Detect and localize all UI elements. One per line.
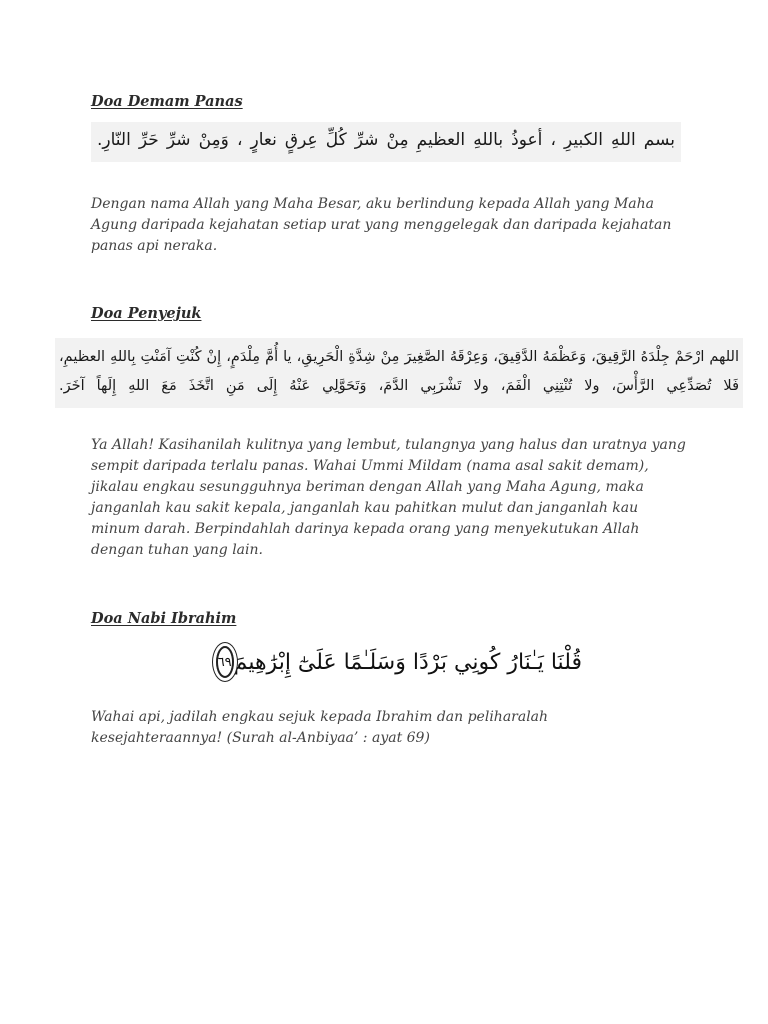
arabic-line: اللهم ارْحَمْ جِلْدَهُ الرَّقِيقَ، وَعَظْمَهُ الدَّقِيقَ، وَعِرْقَهُ الصَّغِيرَ مِنْ شِدَّةِ الْحَرِيقِ، يا أُمَّ مِلْدَمٍ، إِنْ كُنْتِ آمَنْتِ بِاللهِ العظيمِ، — [59, 349, 739, 365]
arabic-line: فَلا تُصَدِّعِي الرَّأْسَ، ولا تُنْتِنِي الْفَمَ، ولا تَشْرَبِي الدَّمَ، وَتَحَوَّلِي عَنْهُ إِلَى مَنِ اتَّخَذَ مَعَ اللهِ إِلَهاً آخَرَ. — [59, 378, 739, 394]
section-title-doa-penyejuk: Doa Penyejuk — [91, 305, 202, 322]
section-title-doa-demam-panas: Doa Demam Panas — [91, 93, 243, 110]
translation-doa-nabi-ibrahim: Wahai api, jadilah engkau sejuk kepada Ibrahim dan peliharalah kesejahteraannya! (Surah al-Anbiyaa’ : ayat 69) — [91, 709, 549, 746]
arabic-verse-text: قُلْنَا يَـٰنَارُ كُونِي بَرْدًا وَسَلَـٰمًا عَلَىٰٓ إِبْرَٰهِيمَ — [233, 649, 582, 675]
translation-doa-penyejuk: Ya Allah! Kasihanilah kulitnya yang lembut, tulangnya yang halus dan uratnya yang sempit daripada terlalu panas. Wahai Ummi Mildam (nama asal sakit demam), jikalau engkau sesungguhnya beriman dengan Allah yang Maha Agung, maka janganlah kau sakit kepala, janganlah kau pahitkan mulut dan janganlah kau minum darah. Berpindahlah darinya kepada orang yang menyekutukan Allah dengan tuhan yang lain. — [91, 437, 686, 558]
arabic-verse-surah-al-anbiyaa-69 — [212, 638, 582, 686]
arabic-text-doa-penyejuk — [55, 338, 743, 408]
arabic-text-doa-demam-panas — [91, 122, 681, 162]
translation-doa-demam-panas: Dengan nama Allah yang Maha Besar, aku berlindung kepada Allah yang Maha Agung daripada kejahatan setiap urat yang menggelegak dan daripada kejahatan panas api neraka. — [91, 196, 672, 254]
section-title-doa-nabi-ibrahim: Doa Nabi Ibrahim — [91, 610, 237, 627]
arabic-line: بسم اللهِ الكبيرِ ، أعوذُ باللهِ العظيمِ مِنْ شرِّ كُلِّ عِرقٍ نعارٍ ، وَمِنْ شرِّ حَرِّ النّارِ. — [97, 130, 675, 150]
ayah-number-marker: ٦٩ — [216, 646, 234, 678]
